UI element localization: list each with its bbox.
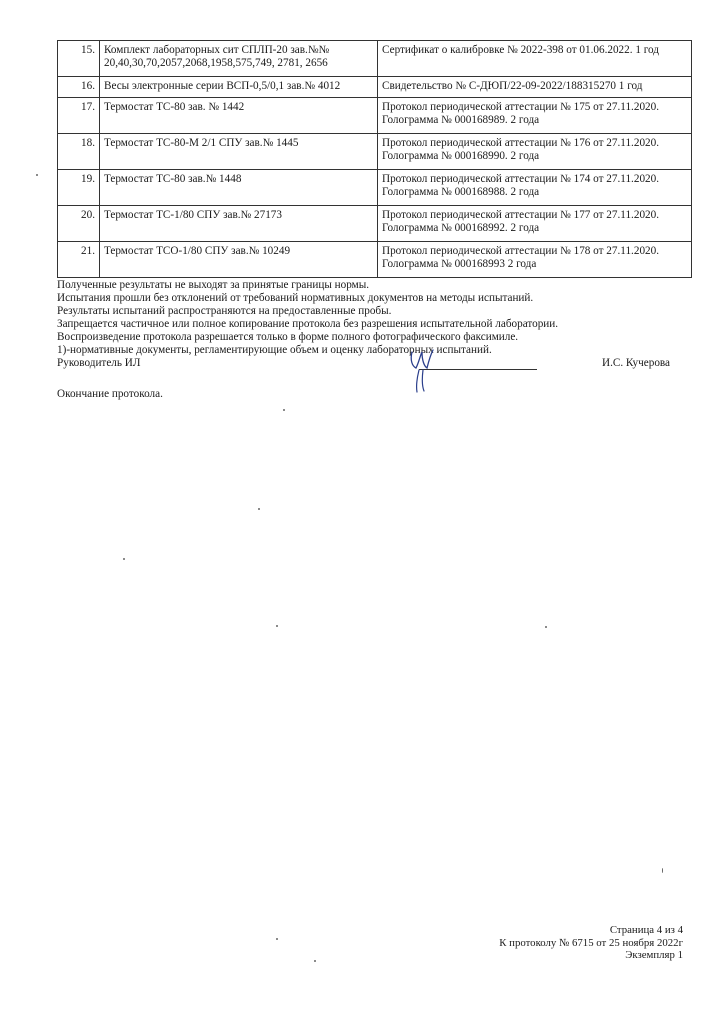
certification-doc: Протокол периодической аттестации № 175 от 27.11.2020. Голограмма № 000168989. 2 года — [378, 98, 692, 134]
note-line: Результаты испытаний распространяются на предоставленные пробы. — [57, 305, 392, 317]
certification-doc: Свидетельство № С-ДЮП/22-09-2022/188315270 1 год — [378, 77, 692, 98]
table-row — [58, 242, 692, 278]
scan-speck — [36, 174, 38, 176]
page-footer — [499, 924, 683, 962]
scan-speck — [276, 625, 278, 627]
page-number: Страница 4 из 4 — [609, 924, 683, 936]
equipment-name: Термостат ТС-80 зав.№ 1448 — [100, 170, 378, 206]
scan-speck — [545, 626, 547, 628]
equipment-table — [57, 40, 692, 278]
equipment-name: Комплект лабораторных сит СПЛП-20 зав.№№ 20,40,30,70,2057,2068,1958,575,749, 2781, 2656 — [100, 41, 378, 77]
signatory-name: И.С. Кучерова — [602, 357, 671, 369]
note-line: Полученные результаты не выходят за принятые границы нормы. — [57, 279, 370, 291]
row-number: 16. — [58, 77, 100, 98]
equipment-name: Термостат ТС-80 зав. № 1442 — [100, 98, 378, 134]
protocol-reference: К протоколу № 6715 от 25 ноября 2022г — [499, 936, 683, 949]
note-line: Воспроизведение протокола разрешается только в форме полного фотографического факсимиле. — [57, 331, 519, 343]
row-number: 15. — [58, 41, 100, 77]
table-row — [58, 98, 692, 134]
certification-doc: Протокол периодической аттестации № 178 от 27.11.2020. Голограмма № 000168993 2 года — [378, 242, 692, 278]
note-line: Испытания прошли без отклонений от требований нормативных документов на методы испытаний. — [57, 292, 534, 304]
note-line: 1)-нормативные документы, регламентирующие объем и оценку лабораторных испытаний. — [57, 344, 492, 356]
table-row — [58, 77, 692, 98]
copy-number: Экземпляр 1 — [625, 949, 683, 961]
scan-speck — [258, 508, 260, 510]
row-number: 17. — [58, 98, 100, 134]
signature-row — [57, 357, 697, 370]
equipment-name: Термостат ТС-1/80 СПУ зав.№ 27173 — [100, 206, 378, 242]
table-row — [58, 170, 692, 206]
scan-speck — [662, 868, 663, 873]
table-row — [58, 41, 692, 77]
equipment-name: Весы электронные серии ВСП-0,5/0,1 зав.№ 4012 — [100, 77, 378, 98]
certification-doc: Протокол периодической аттестации № 176 от 27.11.2020. Голограмма № 000168990. 2 года — [378, 134, 692, 170]
table-row — [58, 206, 692, 242]
certification-doc: Протокол периодической аттестации № 177 от 27.11.2020. Голограмма № 000168992. 2 года — [378, 206, 692, 242]
protocol-notes — [57, 279, 697, 370]
equipment-name: Термостат ТСО-1/80 СПУ зав.№ 10249 — [100, 242, 378, 278]
protocol-ending: Окончание протокола. — [57, 388, 163, 400]
scan-speck — [276, 938, 278, 940]
certification-doc: Сертификат о калибровке № 2022-398 от 01.06.2022. 1 год — [378, 41, 692, 77]
scan-speck — [283, 409, 285, 411]
scan-speck — [314, 960, 316, 962]
equipment-name: Термостат ТС-80-М 2/1 СПУ зав.№ 1445 — [100, 134, 378, 170]
table-row — [58, 134, 692, 170]
row-number: 20. — [58, 206, 100, 242]
row-number: 21. — [58, 242, 100, 278]
scan-speck — [123, 558, 125, 560]
row-number: 19. — [58, 170, 100, 206]
note-line: Запрещается частичное или полное копирование протокола без разрешения испытательной лаборатории. — [57, 318, 559, 330]
handwritten-signature — [400, 346, 440, 394]
signatory-role: Руководитель ИЛ — [57, 357, 141, 369]
certification-doc: Протокол периодической аттестации № 174 от 27.11.2020. Голограмма № 000168988. 2 года — [378, 170, 692, 206]
row-number: 18. — [58, 134, 100, 170]
